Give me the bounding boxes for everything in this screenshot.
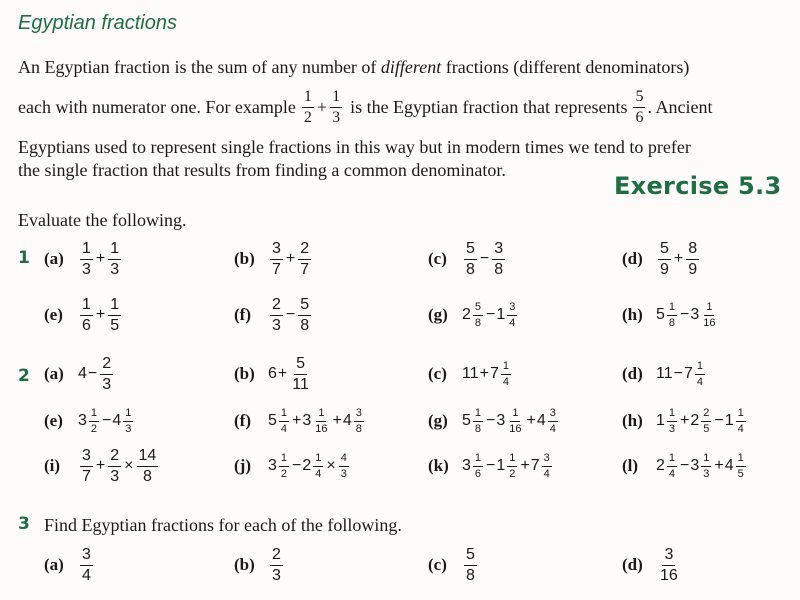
math-expression — [656, 301, 720, 328]
fraction-denominator: 7 — [272, 260, 281, 278]
whole-number: 1 — [656, 412, 665, 429]
mixed-number-fraction — [279, 407, 289, 434]
exercise-item — [622, 352, 707, 396]
fraction-denominator: 4 — [696, 375, 703, 388]
example-fraction-half — [302, 88, 314, 126]
fraction-numerator: 5 — [464, 240, 477, 260]
fraction — [100, 355, 113, 393]
exercise-item — [234, 399, 366, 443]
fraction-denominator: 7 — [82, 467, 91, 485]
intro-line-1-suffix: fractions (different denominators) — [441, 57, 690, 77]
fraction-denominator: 4 — [82, 566, 91, 584]
math-expression — [656, 452, 748, 479]
mixed-number-fraction — [507, 301, 517, 328]
fraction-numerator: 1 — [510, 407, 520, 421]
math-expression — [268, 355, 313, 393]
fraction-denominator: 6 — [474, 467, 482, 480]
fraction — [492, 240, 505, 278]
fraction-denominator: 3 — [125, 422, 132, 435]
fraction-numerator: 3 — [492, 240, 505, 260]
fraction — [80, 447, 93, 485]
fraction-numerator: 3 — [542, 452, 552, 466]
fraction-numerator: 1 — [316, 407, 326, 421]
whole-number: 6 — [268, 365, 277, 382]
fraction-denominator: 5 — [110, 316, 120, 334]
mixed-number-fraction — [279, 452, 289, 479]
whole-number: 3 — [462, 457, 471, 474]
fraction-numerator: 5 — [298, 296, 311, 316]
fraction-denominator: 6 — [635, 108, 644, 126]
mixed-number-fraction — [473, 452, 483, 479]
question-number-1: 1 — [18, 248, 30, 268]
math-expression — [656, 240, 701, 278]
math-expression — [268, 240, 313, 278]
operator: − — [486, 457, 496, 474]
operator: − — [714, 412, 724, 429]
operator: − — [292, 457, 302, 474]
fraction-numerator: 1 — [473, 452, 483, 466]
item-label: (c) — [428, 249, 447, 268]
item-label: (k) — [428, 456, 449, 475]
fraction-denominator: 16 — [509, 422, 522, 435]
exercise-item — [622, 293, 720, 337]
operator: − — [673, 365, 683, 382]
fraction — [108, 296, 121, 334]
fraction — [108, 240, 121, 278]
fraction-denominator: 2 — [509, 467, 516, 480]
operator: + — [526, 412, 536, 429]
whole-number: 5 — [462, 412, 471, 429]
item-label: (j) — [234, 456, 251, 475]
whole-number: 2 — [462, 306, 471, 323]
whole-number: 1 — [724, 412, 734, 429]
fraction-numerator: 1 — [695, 360, 705, 374]
mixed-number-fraction — [701, 301, 717, 328]
math-expression — [462, 360, 513, 387]
mixed-number-fraction — [354, 407, 364, 434]
operator: + — [95, 457, 106, 474]
fraction — [80, 546, 93, 584]
fraction-denominator: 8 — [474, 422, 482, 435]
fraction-denominator: 8 — [142, 467, 152, 485]
whole-number: 11 — [656, 365, 673, 382]
fraction-numerator: 2 — [270, 296, 283, 316]
item-label: (l) — [622, 456, 639, 475]
whole-number: 2 — [690, 412, 700, 429]
item-label: (e) — [44, 305, 63, 324]
fraction-numerator: 5 — [658, 240, 671, 260]
whole-number: 3 — [302, 412, 312, 429]
math-expression — [78, 296, 123, 334]
intro-line-2-mid: is the Egyptian fraction that represents — [350, 97, 628, 118]
mixed-number-fraction — [507, 452, 517, 479]
fraction-numerator: 1 — [80, 296, 93, 316]
mixed-number-fraction — [701, 452, 711, 479]
whole-number: 2 — [302, 457, 312, 474]
exercise-item — [428, 399, 560, 443]
fraction-numerator: 3 — [548, 407, 558, 421]
operator: − — [486, 412, 496, 429]
operator: + — [714, 457, 724, 474]
mixed-number-fraction — [313, 452, 323, 479]
operator: + — [332, 412, 342, 429]
fraction-denominator: 2 — [280, 467, 288, 480]
fraction-numerator: 1 — [108, 296, 121, 316]
exercise-item — [428, 444, 554, 488]
mixed-number-fraction — [89, 407, 99, 434]
fraction — [298, 240, 311, 278]
fraction-denominator: 4 — [543, 467, 550, 480]
intro-emphasis: different — [380, 57, 442, 77]
item-label: (a) — [44, 364, 64, 383]
math-expression — [78, 355, 115, 393]
exercise-item — [428, 293, 519, 337]
question-number-3: 3 — [18, 514, 30, 534]
operator: + — [95, 306, 106, 323]
fraction-numerator: 1 — [123, 407, 133, 421]
fraction-denominator: 4 — [668, 467, 676, 480]
whole-number: 7 — [489, 365, 499, 382]
whole-number: 7 — [683, 365, 693, 382]
mixed-number-fraction — [667, 452, 677, 479]
math-expression — [78, 407, 135, 434]
fraction-denominator: 3 — [82, 260, 91, 278]
exercise-item — [428, 237, 507, 281]
exercise-item — [622, 237, 701, 281]
whole-number: 3 — [78, 412, 87, 429]
fraction-numerator: 8 — [686, 240, 699, 260]
fraction-numerator: 14 — [137, 447, 159, 467]
whole-number: 4 — [536, 412, 546, 429]
fraction — [658, 546, 680, 584]
question-3-text: Find Egyptian fractions for each of the following. — [44, 515, 402, 535]
fraction-numerator: 2 — [270, 546, 283, 566]
fraction-denominator: 3 — [272, 566, 281, 584]
operator: + — [292, 412, 302, 429]
question-number-2: 2 — [18, 366, 30, 386]
exercise-item — [44, 352, 115, 396]
fraction-denominator: 4 — [280, 422, 288, 435]
math-expression — [268, 296, 313, 334]
exercise-item — [44, 399, 135, 443]
fraction-denominator: 3 — [272, 316, 281, 334]
fraction — [80, 296, 93, 334]
exercise-item — [234, 543, 285, 587]
mixed-number-fraction — [695, 360, 705, 387]
operator: − — [680, 306, 690, 323]
item-label: (b) — [234, 555, 255, 574]
fraction-denominator: 3 — [668, 422, 676, 435]
fraction — [298, 296, 311, 334]
fraction-numerator: 1 — [279, 452, 289, 466]
operator: − — [87, 365, 98, 382]
fraction-denominator: 7 — [300, 260, 310, 278]
fraction-numerator: 3 — [507, 301, 517, 315]
whole-number: 2 — [656, 457, 665, 474]
instruction-text: Evaluate the following. — [18, 210, 187, 230]
operator: − — [285, 306, 296, 323]
whole-number: 3 — [496, 412, 506, 429]
fraction-denominator: 9 — [688, 260, 698, 278]
whole-number: 3 — [268, 457, 277, 474]
fraction-numerator: 1 — [667, 452, 677, 466]
intro-line-1-prefix: An Egyptian fraction is the sum of any number of — [18, 57, 381, 77]
math-expression — [78, 546, 95, 584]
item-label: (d) — [622, 364, 643, 383]
fraction-denominator: 8 — [668, 316, 676, 329]
item-label: (c) — [428, 555, 447, 574]
exercise-item — [234, 293, 313, 337]
fraction-denominator: 4 — [737, 422, 744, 435]
exercise-item — [234, 444, 351, 488]
mixed-number-fraction — [501, 360, 511, 387]
fraction-denominator: 6 — [82, 316, 91, 334]
math-expression — [462, 240, 507, 278]
mixed-number-fraction — [667, 407, 677, 434]
exercise-item — [44, 293, 123, 337]
fraction-numerator: 1 — [302, 88, 314, 108]
fraction — [270, 296, 283, 334]
section-title: Egyptian fractions — [18, 12, 177, 34]
fraction-denominator: 3 — [332, 108, 341, 126]
math-expression — [78, 240, 123, 278]
fraction-denominator: 4 — [509, 316, 516, 329]
fraction-denominator: 16 — [660, 566, 678, 584]
mixed-number-fraction — [339, 452, 349, 479]
math-expression — [78, 447, 160, 485]
mixed-number-fraction — [701, 407, 711, 434]
mixed-number-fraction — [542, 452, 552, 479]
fraction-numerator: 2 — [298, 240, 311, 260]
fraction-numerator: 1 — [704, 301, 714, 315]
fraction-numerator: 5 — [473, 301, 483, 315]
mixed-number-fraction — [507, 407, 523, 434]
whole-number: 5 — [656, 306, 665, 323]
fraction-numerator: 1 — [279, 407, 289, 421]
item-label: (h) — [622, 411, 643, 430]
mixed-number-fraction — [313, 407, 329, 434]
mixed-number-fraction — [123, 407, 133, 434]
fraction-numerator: 3 — [354, 407, 364, 421]
exercise-item — [44, 543, 95, 587]
fraction-denominator: 3 — [340, 467, 347, 480]
exercise-item — [44, 237, 123, 281]
math-expression — [268, 407, 366, 434]
fraction-denominator: 2 — [90, 422, 98, 435]
fraction — [658, 240, 671, 278]
fraction-numerator: 2 — [108, 447, 121, 467]
operator: + — [285, 250, 296, 267]
whole-number: 4 — [724, 457, 734, 474]
whole-number: 7 — [530, 457, 540, 474]
fraction-numerator: 1 — [507, 452, 517, 466]
operator: + — [680, 412, 690, 429]
operator: × — [326, 457, 336, 474]
fraction-denominator: 8 — [355, 422, 362, 435]
fraction-numerator: 1 — [736, 407, 746, 421]
fraction — [270, 240, 283, 278]
fraction-denominator: 3 — [110, 260, 120, 278]
fraction-numerator: 1 — [701, 452, 711, 466]
intro-line-2-prefix: each with numerator one. For example — [18, 97, 296, 118]
fraction-denominator: 5 — [737, 467, 744, 480]
item-label: (f) — [234, 411, 251, 430]
item-label: (g) — [428, 411, 448, 430]
intro-line-3: Egyptians used to represent single fractions in this way but in modern times we tend to prefer — [18, 137, 691, 157]
fraction-numerator: 5 — [294, 355, 307, 375]
whole-number: 1 — [496, 306, 506, 323]
fraction-numerator: 5 — [464, 546, 477, 566]
item-label: (f) — [234, 305, 251, 324]
intro-line-2-suffix: . Ancient — [647, 97, 713, 118]
mixed-number-fraction — [667, 301, 677, 328]
fraction-denominator: 16 — [315, 422, 328, 435]
exercise-item — [44, 444, 160, 488]
fraction-numerator: 1 — [89, 407, 99, 421]
math-expression — [656, 546, 682, 584]
item-label: (d) — [622, 249, 643, 268]
operator: + — [479, 365, 489, 382]
intro-line-4: the single fraction that results from finding a common denominator. — [18, 160, 506, 180]
fraction-numerator: 4 — [339, 452, 349, 466]
fraction-numerator: 3 — [80, 546, 93, 566]
whole-number: 1 — [496, 457, 506, 474]
fraction-denominator: 8 — [466, 566, 475, 584]
fraction-denominator: 4 — [502, 375, 509, 388]
math-expression — [268, 452, 351, 479]
item-label: (a) — [44, 555, 64, 574]
operator: − — [680, 457, 690, 474]
fraction-denominator: 11 — [292, 375, 309, 393]
item-label: (b) — [234, 364, 255, 383]
item-label: (d) — [622, 555, 643, 574]
fraction-numerator: 1 — [330, 88, 342, 108]
mixed-number-fraction — [473, 301, 483, 328]
fraction-numerator: 1 — [501, 360, 511, 374]
math-expression — [656, 360, 707, 387]
fraction-denominator: 4 — [315, 467, 322, 480]
fraction-denominator: 8 — [466, 260, 475, 278]
operator: + — [95, 250, 106, 267]
intro-line-1 — [18, 58, 689, 76]
fraction-denominator: 3 — [110, 467, 120, 485]
operator: − — [486, 306, 496, 323]
math-expression — [462, 301, 519, 328]
item-label: (e) — [44, 411, 63, 430]
fraction — [464, 240, 477, 278]
fraction-denominator: 8 — [494, 260, 504, 278]
operator: + — [673, 250, 684, 267]
fraction-numerator: 1 — [667, 407, 677, 421]
item-label: (g) — [428, 305, 448, 324]
item-label: (i) — [44, 456, 61, 475]
whole-number: 4 — [342, 412, 352, 429]
operator: + — [520, 457, 530, 474]
mixed-number-fraction — [548, 407, 558, 434]
operator: × — [124, 457, 134, 474]
exercise-item — [622, 543, 682, 587]
fraction — [686, 240, 699, 278]
fraction-numerator: 2 — [701, 407, 711, 421]
whole-number: 4 — [112, 412, 122, 429]
fraction-numerator: 5 — [633, 88, 645, 108]
fraction — [464, 546, 477, 584]
fraction — [137, 447, 159, 485]
fraction-denominator: 9 — [660, 260, 669, 278]
item-label: (a) — [44, 249, 64, 268]
fraction-numerator: 1 — [80, 240, 93, 260]
intro-line-2 — [18, 88, 712, 126]
item-label: (c) — [428, 364, 447, 383]
exercise-heading: Exercise 5.3 — [614, 172, 782, 200]
whole-number: 11 — [462, 365, 479, 382]
whole-number: 5 — [268, 412, 277, 429]
item-label: (b) — [234, 249, 255, 268]
fraction-denominator: 4 — [549, 422, 556, 435]
math-expression — [462, 407, 560, 434]
fraction-denominator: 3 — [703, 467, 710, 480]
fraction-numerator: 1 — [313, 452, 323, 466]
fraction-numerator: 1 — [667, 301, 677, 315]
whole-number: 4 — [78, 365, 87, 382]
example-fraction-five-sixths — [633, 88, 645, 126]
fraction — [80, 240, 93, 278]
mixed-number-fraction — [473, 407, 483, 434]
operator: − — [479, 250, 490, 267]
math-expression — [268, 546, 285, 584]
operator: + — [277, 365, 288, 382]
math-expression — [656, 407, 748, 434]
fraction — [270, 546, 283, 584]
fraction-numerator: 1 — [473, 407, 483, 421]
math-expression — [462, 546, 479, 584]
fraction-numerator: 2 — [100, 355, 113, 375]
fraction-denominator: 3 — [102, 375, 112, 393]
exercise-item — [234, 237, 313, 281]
fraction-numerator: 1 — [736, 452, 746, 466]
math-expression — [462, 452, 554, 479]
fraction-denominator: 5 — [703, 422, 710, 435]
mixed-number-fraction — [736, 452, 746, 479]
fraction-denominator: 16 — [703, 316, 716, 329]
fraction — [108, 447, 121, 485]
exercise-item — [428, 543, 479, 587]
exercise-item — [622, 399, 748, 443]
fraction-numerator: 3 — [662, 546, 675, 566]
fraction-denominator: 2 — [303, 108, 312, 126]
fraction-denominator: 8 — [300, 316, 310, 334]
whole-number: 3 — [690, 306, 700, 323]
exercise-item — [622, 444, 748, 488]
example-plus: + — [316, 97, 328, 118]
fraction — [290, 355, 311, 393]
operator: − — [102, 412, 112, 429]
whole-number: 3 — [690, 457, 700, 474]
fraction-numerator: 1 — [108, 240, 121, 260]
fraction-denominator: 8 — [474, 316, 482, 329]
example-fraction-third — [330, 88, 342, 126]
exercise-item — [428, 352, 513, 396]
item-label: (h) — [622, 305, 643, 324]
fraction-numerator: 3 — [270, 240, 283, 260]
mixed-number-fraction — [736, 407, 746, 434]
exercise-item — [234, 352, 313, 396]
fraction-numerator: 3 — [80, 447, 93, 467]
